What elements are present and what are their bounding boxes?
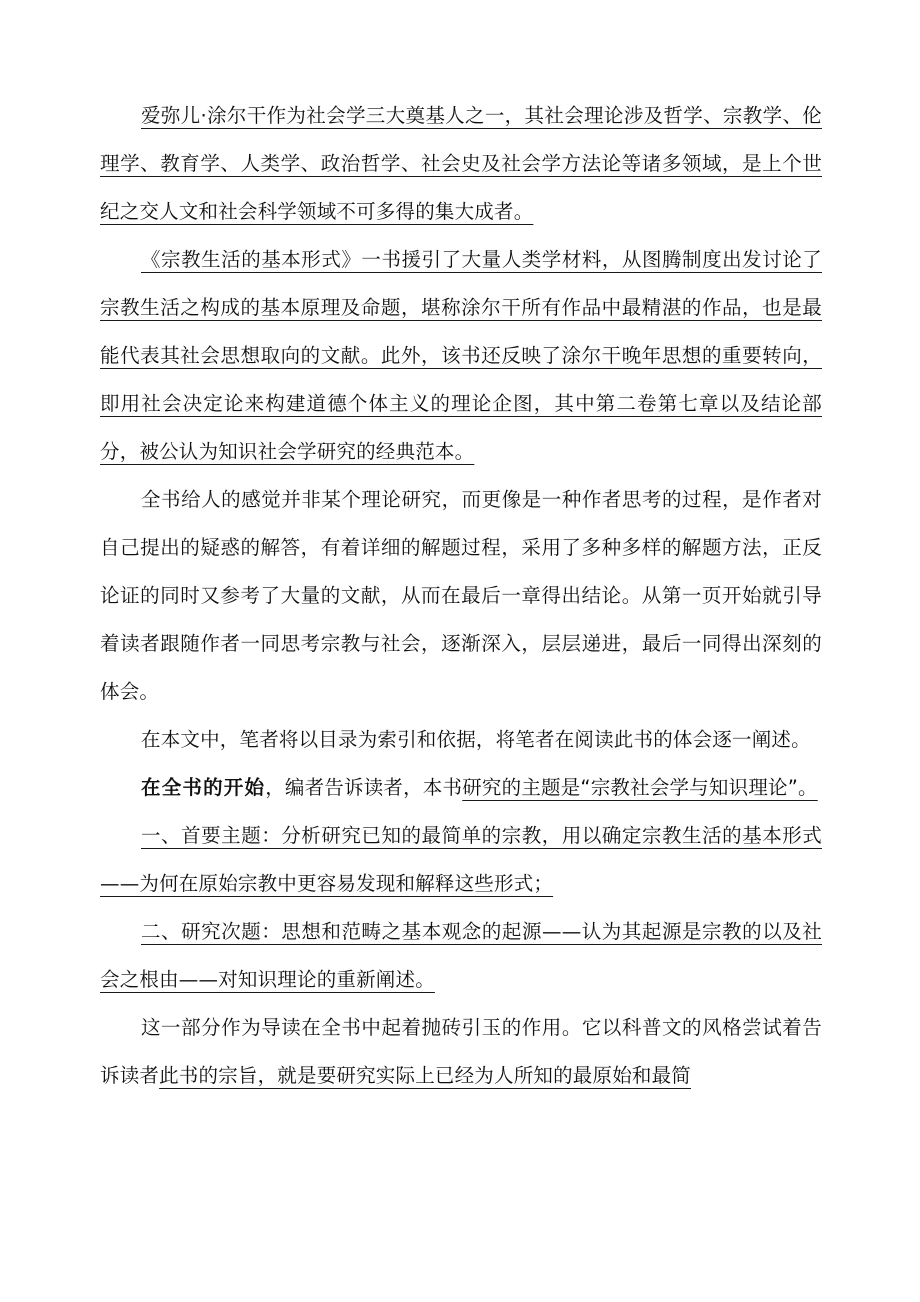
paragraph-1: 爱弥儿·涂尔干作为社会学三大奠基人之一，其社会理论涉及哲学、宗教学、伦理学、教育学、人类学、政治哲学、社会史及社会学方法论等诸多领域，是上个世纪之交人文和社会科学领域不可多得的集大成者。 bbox=[100, 104, 822, 223]
paragraph-3: 全书给人的感觉并非某个理论研究，而更像是一种作者思考的过程，是作者对自己提出的疑惑的解答，有着详细的解题过程，采用了多种多样的解题方法，正反论证的同时又参考了大量的文献，从而在最后一章得出结论。从第一页开始就引导着读者跟随作者一同思考宗教与社会，逐渐深入，层层递进，最后一同得出深刻的体会。 bbox=[100, 488, 822, 703]
paragraph-4: 在本文中，笔者将以目录为索引和依据，将笔者在阅读此书的体会逐一阐述。 bbox=[141, 728, 811, 751]
paragraph-5-plain-middle: ，编者告诉读者，本书 bbox=[265, 776, 463, 799]
paragraph-7: 二、研究次题：思想和范畴之基本观念的起源——认为其起源是宗教的以及社会之根由——对知识理论的重新阐述。 bbox=[100, 920, 822, 991]
paragraph-6: 一、首要主题：分析研究已知的最简单的宗教，用以确定宗教生活的基本形式——为何在原始宗教中更容易发现和解释这些形式； bbox=[100, 824, 822, 895]
paragraph-5 bbox=[100, 764, 822, 812]
paragraph-8-plain-lead: 这一部分作为导读在全书中起着抛砖引玉的作用。它以科普文的风格尝试着告诉读者 bbox=[100, 1016, 822, 1087]
document-text-body bbox=[100, 92, 822, 1100]
paragraph-8 bbox=[100, 1004, 822, 1100]
paragraph-5-bold-lead: 在全书的开始 bbox=[141, 776, 266, 799]
paragraph-5-underlined-tail: 研究的主题是“宗教社会学与知识理论”。 bbox=[462, 776, 818, 799]
paragraph-8-underlined-tail: 此书的宗旨，就是要研究实际上已经为人所知的最原始和最简 bbox=[159, 1064, 692, 1087]
paragraph-2: 《宗教生活的基本形式》一书援引了大量人类学材料，从图腾制度出发讨论了宗教生活之构成的基本原理及命题，堪称涂尔干所有作品中最精湛的作品，也是最能代表其社会思想取向的文献。此外，该书还反映了涂尔干晚年思想的重要转向，即用社会决定论来构建道德个体主义的理论企图，其中第二卷第七章以及结论部分，被公认为知识社会学研究的经典范本。 bbox=[100, 248, 822, 463]
